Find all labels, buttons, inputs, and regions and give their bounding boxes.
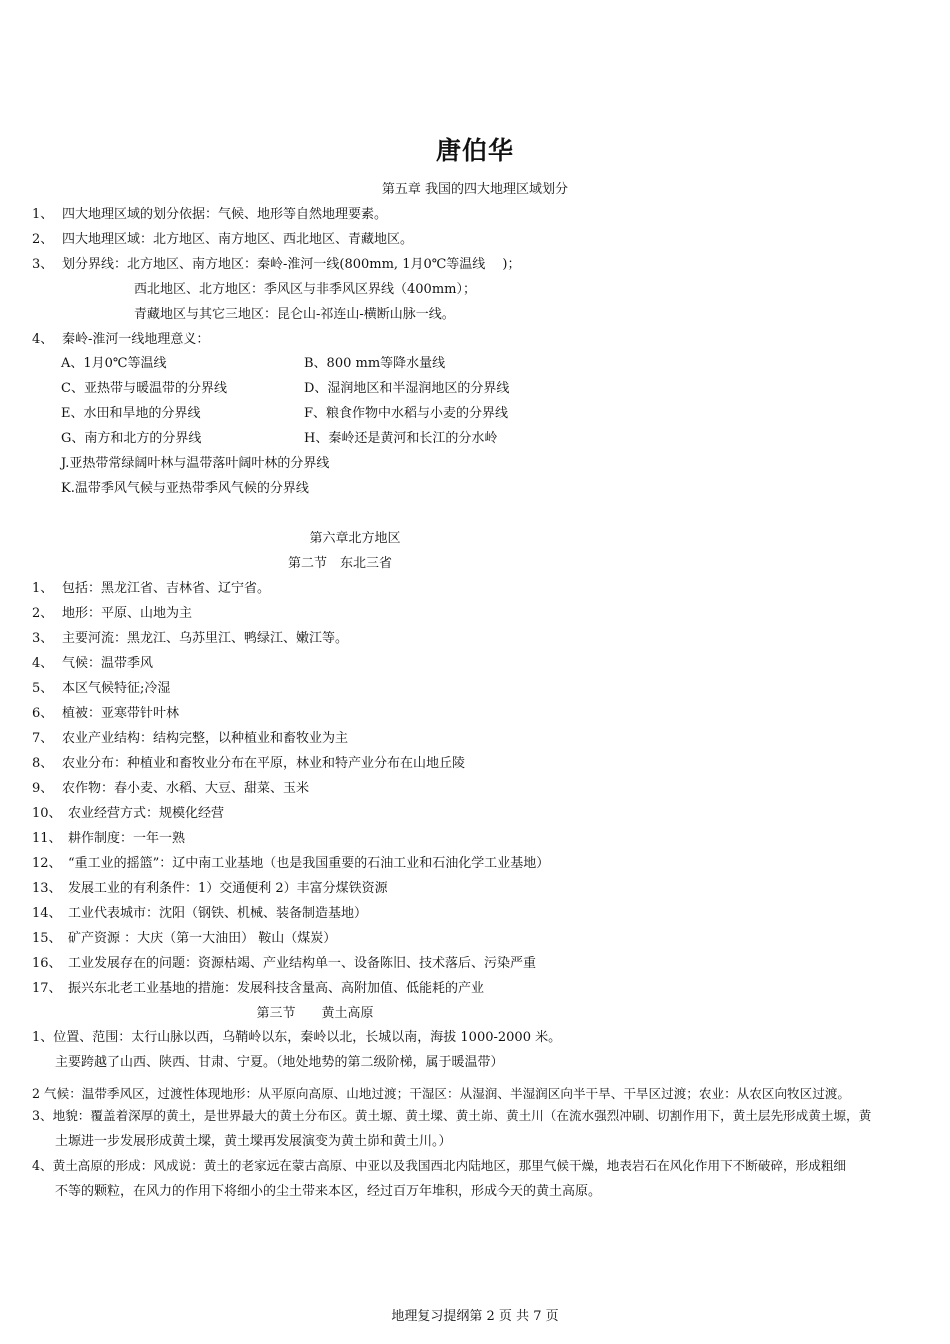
list-item bbox=[32, 203, 387, 222]
item-number: 15、 bbox=[32, 931, 62, 946]
list-item bbox=[32, 902, 367, 921]
option-k: K.温带季风气候与亚热带季风气候的分界线 bbox=[61, 481, 309, 496]
list-item bbox=[32, 977, 484, 996]
item-text: 矿产资源 ：大庆（第一大油田） 鞍山（煤炭） bbox=[68, 931, 337, 946]
list-item bbox=[32, 827, 185, 846]
item-text: 耕作制度：一年一熟 bbox=[68, 831, 186, 846]
item-number: 9、 bbox=[32, 781, 54, 796]
item-text: 工业发展存在的问题：资源枯竭、产业结构单一、设备陈旧、技术落后、污染严重 bbox=[68, 956, 537, 971]
item-text: 植被：亚寒带针叶林 bbox=[62, 706, 180, 721]
paragraph-line: 2 气候：温带季风区，过渡性体现地形：从平原向高原、山地过渡；干湿区：从湿润、半湿润区向半干旱、干旱区过渡；农业：从农区向牧区过渡。 bbox=[32, 1086, 851, 1101]
item-number: 11、 bbox=[32, 831, 62, 846]
paragraph-line: 3、地貌：覆盖着深厚的黄土，是世界最大的黄土分布区。黄土塬、黄土墚、黄土峁、黄土川（在流水强烈冲刷、切割作用下，黄土层先形成黄土塬，黄 bbox=[32, 1108, 872, 1123]
item-number: 2、 bbox=[32, 232, 54, 247]
option-j: J.亚热带常绿阔叶林与温带落叶阔叶林的分界线 bbox=[61, 456, 330, 471]
item-text: 工业代表城市：沈阳（钢铁、机械、装备制造基地） bbox=[68, 906, 368, 921]
section3-heading: 第三节 黄土高原 bbox=[256, 1006, 374, 1021]
option-b: B、800 mm等降水量线 bbox=[304, 356, 446, 371]
item-number: 17、 bbox=[32, 981, 62, 996]
item-number: 1、 bbox=[32, 207, 54, 222]
item-number: 3、 bbox=[32, 631, 54, 646]
paragraph-line: 4、黄土高原的形成：风成说：黄土的老家远在蒙古高原、中亚以及我国西北内陆地区，那里气候干燥，地表岩石在风化作用下不断破碎，形成粗细 bbox=[32, 1158, 847, 1173]
list-item bbox=[32, 228, 413, 247]
list-item bbox=[32, 727, 348, 746]
list-item bbox=[32, 752, 465, 771]
item-text: 农作物：春小麦、水稻、大豆、甜菜、玉米 bbox=[62, 781, 310, 796]
list-item bbox=[32, 627, 348, 646]
page-footer: 地理复习提纲第 2 页 共 7 页 bbox=[391, 1309, 559, 1324]
list-item bbox=[32, 577, 270, 596]
item-text: 青藏地区与其它三地区：昆仑山-祁连山-横断山脉一线。 bbox=[134, 307, 455, 322]
item-number: 12、 bbox=[32, 856, 62, 871]
paragraph-line: 不等的颗粒，在风力的作用下将细小的尘土带来本区，经过百万年堆积，形成今天的黄土高原。 bbox=[55, 1184, 602, 1199]
item-text: 农业产业结构：结构完整，以种植业和畜牧业为主 bbox=[62, 731, 349, 746]
paragraph-line: 1、位置、范围：太行山脉以西，乌鞘岭以东，秦岭以北，长城以南，海拔 1000-2000 米。 bbox=[32, 1030, 562, 1045]
list-item bbox=[32, 253, 521, 272]
list-item bbox=[32, 952, 536, 971]
item-text: 发展工业的有利条件：1）交通便利 2）丰富分煤铁资源 bbox=[68, 881, 388, 896]
item-text: 农业分布：种植业和畜牧业分布在平原，林业和特产业分布在山地丘陵 bbox=[62, 756, 466, 771]
list-item bbox=[32, 777, 309, 796]
item-text: 振兴东北老工业基地的措施：发展科技含量高、高附加值、低能耗的产业 bbox=[68, 981, 485, 996]
item-text: 秦岭-淮河一线地理意义： bbox=[62, 332, 210, 347]
item-text: 四大地理区域的划分依据：气候、地形等自然地理要素。 bbox=[62, 207, 388, 222]
option-d: D、湿润地区和半湿润地区的分界线 bbox=[304, 381, 510, 396]
item-number: 13、 bbox=[32, 881, 62, 896]
item-number: 10、 bbox=[32, 806, 62, 821]
item-text: 划分界线：北方地区、南方地区：秦岭-淮河一线(800mm, 1月0℃等温线 )； bbox=[62, 257, 521, 272]
item-number: 2、 bbox=[32, 606, 54, 621]
item-text: 气候：温带季风 bbox=[62, 656, 154, 671]
option-h: H、秦岭还是黄河和长江的分水岭 bbox=[304, 431, 498, 446]
list-item bbox=[32, 702, 179, 721]
option-a: A、1月0℃等温线 bbox=[61, 356, 167, 371]
page-title: 唐伯华 bbox=[435, 136, 514, 165]
paragraph-line: 土塬进一步发展形成黄土墚，黄土墚再发展演变为黄土峁和黄土川。） bbox=[55, 1134, 452, 1149]
item-text: 本区气候特征;冷湿 bbox=[62, 681, 171, 696]
item-number: 4、 bbox=[32, 656, 54, 671]
list-item bbox=[32, 328, 209, 347]
item-text: 四大地理区域：北方地区、南方地区、西北地区、青藏地区。 bbox=[62, 232, 414, 247]
item-number: 8、 bbox=[32, 756, 54, 771]
option-g: G、南方和北方的分界线 bbox=[61, 431, 202, 446]
paragraph-line: 主要跨越了山西、陕西、甘肃、宁夏。（地处地势的第二级阶梯，属于暖温带） bbox=[55, 1055, 504, 1070]
list-item bbox=[32, 652, 153, 671]
item-number: 7、 bbox=[32, 731, 54, 746]
option-f: F、粮食作物中水稻与小麦的分界线 bbox=[304, 406, 509, 421]
list-item bbox=[32, 602, 192, 621]
item-text: “重工业的摇篮”：辽中南工业基地（也是我国重要的石油工业和石油化学工业基地） bbox=[68, 856, 550, 871]
chapter6-heading: 第六章北方地区 bbox=[309, 531, 401, 546]
list-item bbox=[32, 877, 388, 896]
item-text: 地形：平原、山地为主 bbox=[62, 606, 193, 621]
list-item bbox=[134, 278, 476, 297]
chapter5-heading: 第五章 我国的四大地理区域划分 bbox=[381, 182, 569, 197]
item-text: 包括：黑龙江省、吉林省、辽宁省。 bbox=[62, 581, 271, 596]
item-number: 4、 bbox=[32, 332, 54, 347]
list-item bbox=[32, 852, 549, 871]
item-text: 农业经营方式：规模化经营 bbox=[68, 806, 225, 821]
item-number: 6、 bbox=[32, 706, 54, 721]
option-e: E、水田和旱地的分界线 bbox=[61, 406, 201, 421]
list-item bbox=[32, 927, 336, 946]
item-number: 14、 bbox=[32, 906, 62, 921]
item-text: 主要河流：黑龙江、乌苏里江、鸭绿江、嫩江等。 bbox=[62, 631, 349, 646]
item-number: 5、 bbox=[32, 681, 54, 696]
list-item bbox=[32, 677, 170, 696]
item-text: 西北地区、北方地区：季风区与非季风区界线（400mm）； bbox=[134, 282, 476, 297]
item-number: 3、 bbox=[32, 257, 54, 272]
list-item bbox=[134, 303, 455, 322]
section2-heading: 第二节 东北三省 bbox=[287, 556, 392, 571]
option-c: C、亚热带与暖温带的分界线 bbox=[61, 381, 227, 396]
list-item bbox=[32, 802, 224, 821]
item-number: 1、 bbox=[32, 581, 54, 596]
item-number: 16、 bbox=[32, 956, 62, 971]
